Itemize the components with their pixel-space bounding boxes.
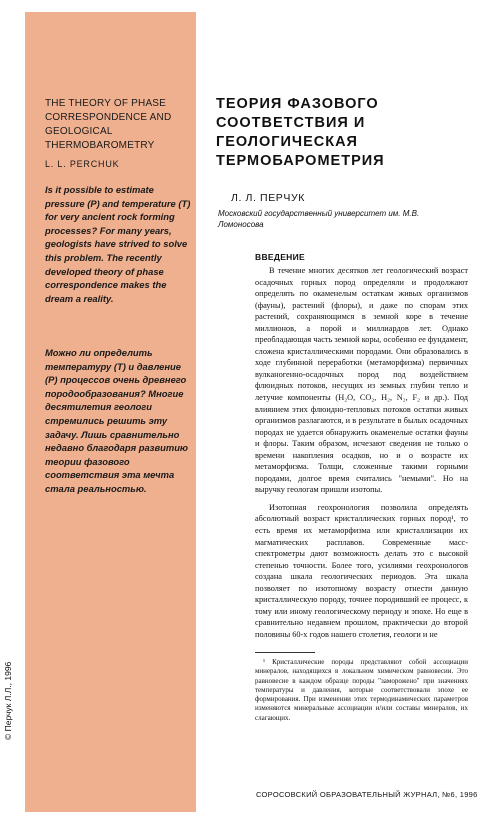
journal-footer: СОРОСОВСКИЙ ОБРАЗОВАТЕЛЬНЫЙ ЖУРНАЛ, №6, 1996 [256,790,478,799]
article-author: Л. Л. ПЕРЧУК [231,192,305,204]
copyright-notice: © Перчук Л.Л., 1996 [3,661,13,740]
body-paragraph: Изотопная геохронология позволила определять абсолютный возраст кристаллических горных пород¹, то есть время их метаморфизма или кристаллизации их магматических расплавов. Современные масс-спектрометры дают возможность делать это с высокой степенью точности. Более того, усилиями геохронологов создана шкала геологических периодов. Эта шкала позволяет по изотопному возрасту отнести данную кристаллическую породу, точнее породивший ее процесс, к тому или иному геологическому периоду и эпохе. Но еще в сравнительно недавнем прошлом, практически до второй половины 60-х годов нашего столетия, геологи и не [255,502,468,639]
english-abstract: Is it possible to estimate pressure (P) and temperature (T) for very ancient rock forming processes? For many years, geologists have strived to solve this problem. The recently developed theory of phase correspondence makes the dream a reality. [45,184,191,304]
english-title: THE THEORY OF PHASE CORRESPONDENCE AND GEOLOGICAL THERMOBAROMETRY [45,98,172,151]
article-title: ТЕОРИЯ ФАЗОВОГО СООТВЕТСТВИЯ И ГЕОЛОГИЧЕСКАЯ ТЕРМОБАРОМЕТРИЯ [216,96,385,169]
article-body [255,265,468,641]
author-affiliation: Московский государственный университет им. М.В. Ломоносова [218,209,420,229]
footnote: ¹ Кристаллические породы представляют собой ассоциации минералов, находящихся в локальном химическом равновесии. Это равновесие в каждом образце породы "заморожено" при значениях температуры и давления, которые соответствовали эпохе ее формирования. При изменении этих термодинамических параметров изменяются минеральные ассоциации и/или составы минералов, их слагающих. [255,658,468,722]
english-author: L. L. PERCHUK [45,159,120,169]
body-paragraph: В течение многих десятков лет геологический возраст осадочных горных пород определяли и продолжают определять по окаменелым остаткам живых организмов (фауны), растений (флоры), и даже по спорам этих растений, сохраняющимся в земной коре в течение миллионов, а порой и миллиардов лет. Однако преобладающая часть земной коры, особенно ее фундамент, сложена кристаллическими породами. Они образовались в ходе глубинной переработки (метаморфизма) первичных вулканогенно-осадочных пород под воздействием флюидных потоков, несущих из земных глубин тепло и летучие компоненты (H₂O, CO₂, H₂, N₂, F₂ и др.). Под влиянием этих флюидно-тепловых потоков остатки живых организмов разлагаются, и в результате в былых осадочных породах не удается обнаружить окаменелые остатки фауны и флоры. Таким образом, исчезают сведения не только о времени накопления осадков, но и о возрасте их метаморфизма. Толщи, сложенные такими горными породами, долгое время считались "немыми". Но на выручку геологам пришли изотопы. [255,266,468,495]
russian-abstract: Можно ли определить температуру (T) и давление (P) процессов очень древнего породообразования? Многие десятилетия геологи стремились решить эту задачу. Лишь сравнительно недавно благодаря развитию теории фазового соответствия эта мечта стала реальностью. [45,347,189,494]
section-heading: ВВЕДЕНИЕ [255,252,305,262]
footnote-divider [255,652,315,653]
